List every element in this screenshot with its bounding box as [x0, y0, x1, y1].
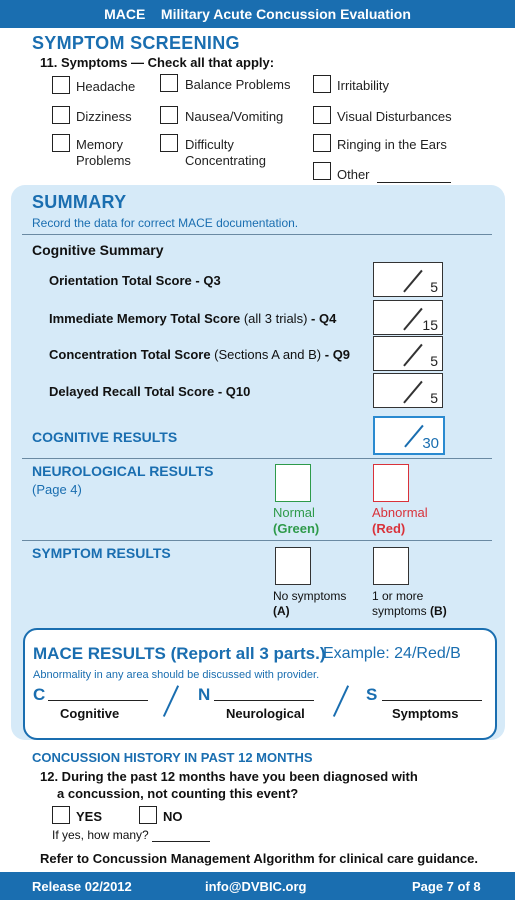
mace-c-letter: C [33, 685, 46, 704]
label-nausea-vomiting: Nausea/Vomiting [185, 109, 284, 124]
release-label: Release 02/2012 [32, 879, 132, 894]
neuro-abnormal-label: Abnormal [372, 505, 428, 520]
symptom-some-text: symptoms [372, 604, 427, 618]
other-row [337, 167, 451, 183]
slash-mark [404, 425, 423, 447]
other-input-line[interactable] [377, 182, 451, 183]
immediate-memory-label-text: Immediate Memory Total Score [49, 311, 241, 326]
neuro-abnormal-box[interactable] [373, 464, 409, 502]
mace-example: Example: 24/Red/B [323, 645, 461, 662]
checkbox-visual-disturbances[interactable] [313, 106, 331, 124]
concentration-score-box[interactable] [373, 336, 443, 371]
page-number: Page 7 of 8 [412, 879, 481, 894]
delayed-recall-label [49, 384, 250, 399]
label-yes: YES [76, 809, 103, 824]
divider [22, 458, 492, 459]
orientation-label [49, 273, 221, 288]
symptom-some-label-2 [372, 604, 447, 618]
delayed-recall-denominator: 5 [430, 390, 438, 406]
checkbox-irritability[interactable] [313, 75, 331, 93]
mace-note: Abnormality in any area should be discussed with provider. [33, 669, 320, 681]
orientation-label-text: Orientation Total Score - Q3 [49, 273, 221, 288]
symptom-none-label: No symptoms [273, 589, 347, 603]
cognitive-results-box[interactable] [373, 416, 445, 455]
footer-bar [0, 872, 515, 900]
immediate-memory-extra: (all 3 trials) [240, 311, 308, 326]
how-many-input-line[interactable] [152, 841, 210, 842]
mace-n-letter: N [198, 685, 211, 704]
neurological-entry-line[interactable] [214, 700, 314, 701]
label-balance-problems: Balance Problems [185, 77, 291, 92]
mace-results-title: MACE RESULTS (Report all 3 parts.) [33, 644, 326, 663]
refer-note: Refer to Concussion Management Algorithm for clinical care guidance. [40, 851, 478, 866]
cognitive-denominator: 30 [422, 435, 439, 452]
concentration-label [49, 347, 350, 362]
symptoms-question: 11. Symptoms — Check all that apply: [40, 55, 275, 70]
checkbox-other[interactable] [313, 162, 331, 180]
concentration-extra: (Sections A and B) [210, 347, 322, 362]
orientation-denominator: 5 [430, 279, 438, 295]
label-headache: Headache [76, 79, 136, 94]
label-ringing-ears: Ringing in the Ears [337, 137, 447, 152]
immediate-memory-score-box[interactable] [373, 300, 443, 335]
neurological-page-ref: (Page 4) [32, 482, 82, 497]
checkbox-memory-problems[interactable] [52, 134, 70, 152]
checkbox-nausea-vomiting[interactable] [160, 106, 178, 124]
summary-title: SUMMARY [32, 192, 127, 212]
symptom-some-box[interactable] [373, 547, 409, 585]
label-dizziness: Dizziness [76, 109, 132, 124]
checkbox-difficulty-concentrating[interactable] [160, 134, 178, 152]
label-irritability: Irritability [337, 78, 390, 93]
symptom-some-code: (B) [430, 604, 447, 618]
checkbox-balance-problems[interactable] [160, 74, 178, 92]
mace-neurological-label: Neurological [226, 706, 305, 721]
symptom-none-code: (A) [273, 604, 290, 618]
slash-mark [403, 344, 422, 366]
neuro-normal-color: (Green) [273, 521, 320, 536]
checkbox-ringing-ears[interactable] [313, 134, 331, 152]
checkbox-headache[interactable] [52, 76, 70, 94]
history-question-line2: a concussion, not counting this event? [57, 786, 299, 801]
neuro-normal-label: Normal [273, 505, 315, 520]
cognitive-entry-line[interactable] [48, 700, 148, 701]
label-difficulty-concentrating: Difficulty Concentrating [185, 137, 266, 168]
symptom-some-label: 1 or more [372, 589, 424, 603]
mace-symptoms-label: Symptoms [392, 706, 459, 721]
symptoms-entry-line[interactable] [382, 700, 482, 701]
mace-cognitive-label: Cognitive [60, 706, 120, 721]
neuro-normal-box[interactable] [275, 464, 311, 502]
checkbox-yes[interactable] [52, 806, 70, 824]
label-memory-problems: Memory Problems [76, 137, 131, 168]
label-visual-disturbances: Visual Disturbances [337, 109, 452, 124]
how-many-row [52, 828, 210, 842]
divider [22, 540, 492, 541]
slash-mark [403, 270, 422, 292]
concentration-suffix: - Q9 [321, 347, 351, 362]
email-link[interactable]: info@DVBIC.org [205, 879, 307, 894]
delayed-recall-score-box[interactable] [373, 373, 443, 408]
form-title: MACE Military Acute Concussion Evaluation [104, 6, 411, 22]
orientation-score-box[interactable] [373, 262, 443, 297]
neuro-abnormal-color: (Red) [372, 521, 406, 536]
concentration-label-text: Concentration Total Score [49, 347, 211, 362]
slash-mark [403, 308, 422, 330]
concentration-denominator: 5 [430, 353, 438, 369]
slash-mark [403, 381, 422, 403]
summary-subtitle: Record the data for correct MACE documentation. [32, 216, 299, 230]
checkbox-no[interactable] [139, 806, 157, 824]
immediate-memory-denominator: 15 [422, 317, 438, 333]
history-question-line1: 12. During the past 12 months have you been diagnosed with [40, 769, 418, 784]
cognitive-results-label: COGNITIVE RESULTS [32, 429, 178, 445]
how-many-label: If yes, how many? [52, 828, 149, 842]
mace-s-letter: S [366, 685, 378, 704]
immediate-memory-suffix: - Q4 [307, 311, 337, 326]
symptom-none-box[interactable] [275, 547, 311, 585]
delayed-recall-label-text: Delayed Recall Total Score - Q10 [49, 384, 251, 399]
symptom-results-label: SYMPTOM RESULTS [32, 545, 171, 561]
label-other: Other [337, 167, 370, 182]
immediate-memory-label [49, 311, 336, 326]
neurological-results-label: NEUROLOGICAL RESULTS [32, 463, 214, 479]
symptom-screening-title: SYMPTOM SCREENING [32, 33, 240, 53]
history-title: CONCUSSION HISTORY IN PAST 12 MONTHS [32, 750, 313, 765]
checkbox-dizziness[interactable] [52, 106, 70, 124]
divider [22, 234, 492, 235]
cognitive-summary-label: Cognitive Summary [32, 242, 164, 258]
form-title-bar [0, 0, 515, 28]
label-no: NO [163, 809, 183, 824]
